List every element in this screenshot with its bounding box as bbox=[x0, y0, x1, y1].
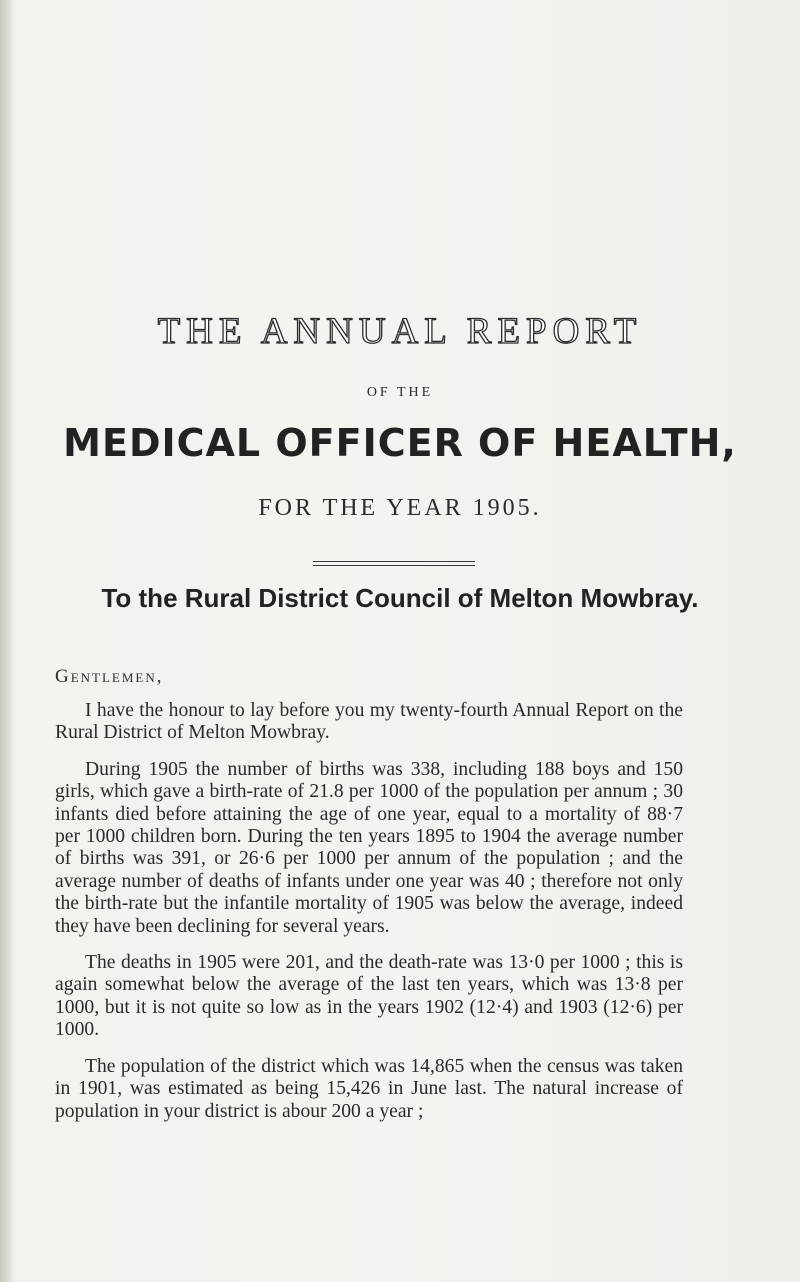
paragraph: The population of the district which was 14,865 when the census was taken in 1901, was estimated as being 15,426 in June last. The natural increase of population in your district is abour 200 a year ; bbox=[55, 1055, 683, 1122]
report-year: FOR THE YEAR 1905. bbox=[258, 495, 542, 521]
report-body bbox=[55, 700, 683, 1137]
paragraph: The deaths in 1905 were 201, and the death-rate was 13·0 per 1000 ; this is again somewhat below the average of the last ten years, which was 13·8 per 1000, but it is not quite so low as in the years 1902 (12·4) and 1903 (12·6) per 1000. bbox=[55, 952, 683, 1041]
page-edge-shadow bbox=[0, 0, 14, 1282]
paragraph: I have the honour to lay before you my twenty-fourth Annual Report on the Rural District of Melton Mowbray. bbox=[55, 700, 683, 744]
report-title-of: OF THE bbox=[366, 385, 434, 400]
salutation: Gentlemen, bbox=[55, 666, 164, 687]
report-subject: MEDICAL OFFICER OF HEALTH, bbox=[63, 421, 737, 465]
report-title: THE ANNUAL REPORT bbox=[157, 311, 643, 352]
double-rule-divider bbox=[313, 561, 475, 567]
addressee-heading: To the Rural District Council of Melton Mowbray. bbox=[101, 583, 699, 613]
paragraph: During 1905 the number of births was 338, including 188 boys and 150 girls, which gave a birth-rate of 21.8 per 1000 of the population per annum ; 30 infants died before attaining the age of one year, equal to a mortality of 88·7 per 1000 children born. During the ten years 1895 to 1904 the average number of births was 391, or 26·6 per 1000 per annum of the population ; and the average number of deaths of infants under one year was 40 ; therefore not only the birth-rate but the infantile mortality of 1905 was below the average, indeed they have been declining for several years. bbox=[55, 758, 683, 937]
